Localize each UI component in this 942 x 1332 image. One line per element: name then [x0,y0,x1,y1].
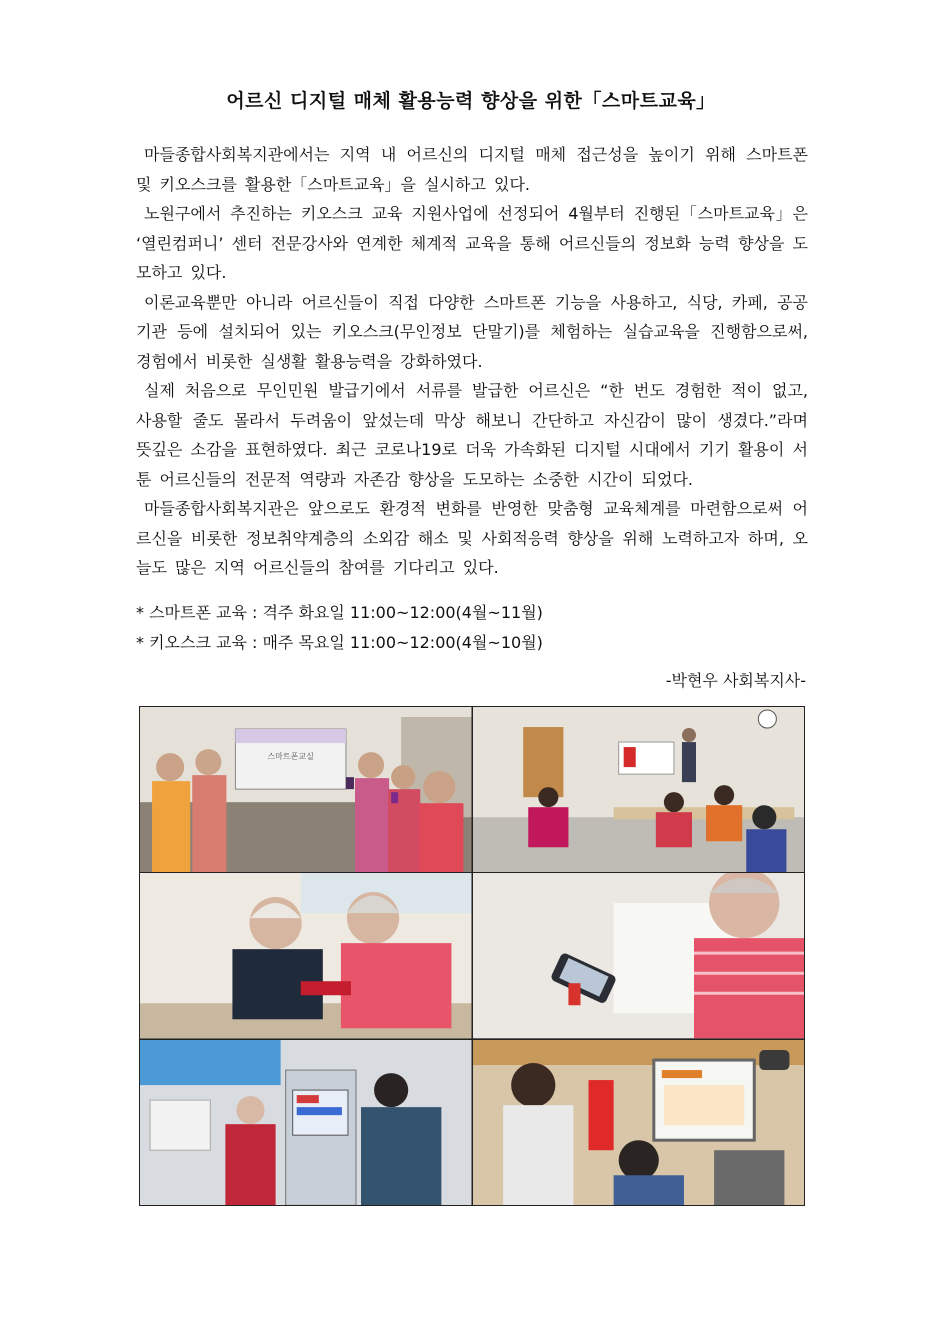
paragraph-2: 노원구에서 추진하는 키오스크 교육 지원사업에 선정되어 4월부터 진행된「스마트교육」은 ‘열린컴퍼니’ 센터 전문강사와 연계한 체계적 교육을 통해 어르신들의 정보화 능력 향상을 도모하고 있다. [136,204,808,282]
photo-classroom-lecture [473,707,805,872]
photo-civil-kiosk [140,1040,472,1205]
author-signature: -박현우 사회복지사- [665,671,806,690]
paragraph-4: 실제 처음으로 무인민원 발급기에서 서류를 발급한 어르신은 “한 번도 경험한 적이 없고, 사용할 줄도 몰라서 두려움이 앞섰는데 막상 해보니 간단하고 자신감이 많이 생겼다.”라며 뜻깊은 소감을 표현하였다. 최근 코로나19로 더욱 가속화된 디지털 시대에서 기기 활용이 서툰 어르신들의 전문적 역량과 자존감 향상을 도모하는 소중한 시간이 되었다. [136,381,808,489]
paragraph-3: 이론교육뿐만 아니라 어르신들이 직접 다양한 스마트폰 기능을 사용하고, 식당, 카페, 공공기관 등에 설치되어 있는 키오스크(무인정보 단말기)를 체험하는 실습교육을 진행함으로써, 경험에서 비롯한 실생활 활용능력을 강화하였다. [136,292,808,371]
document-title: 어르신 디지털 매체 활용능력 향상을 위한「스마트교육」 [226,90,716,112]
note-smartphone: * 스마트폰 교육 : 격주 화요일 11:00~12:00(4월~11월) [136,603,543,622]
photo-grid [139,706,805,1206]
photo-smartphone-closeup [473,873,805,1038]
article-body [136,140,808,583]
photo-restaurant-kiosk [473,1040,805,1205]
photo-seniors-practice [140,873,472,1038]
paragraph-1: 마들종합사회복지관에서는 지역 내 어르신의 디지털 매체 접근성을 높이기 위해 스마트폰 및 키오스크를 활용한「스마트교육」을 실시하고 있다. [136,145,808,194]
note-kiosk: * 키오스크 교육 : 매주 목요일 11:00~12:00(4월~10월) [136,633,543,652]
paragraph-5: 마들종합사회복지관은 앞으로도 환경적 변화를 반영한 맞춤형 교육체계를 마련함으로써 어르신을 비롯한 정보취약계층의 소외감 해소 및 사회적응력 향상을 위해 노력하고자 하며, 오늘도 많은 지역 어르신들의 참여를 기다리고 있다. [136,499,808,577]
photo1-screen-text: 스마트폰교실 [267,752,314,762]
photo-group-smartphone-class [140,707,472,872]
schedule-notes [136,598,543,658]
